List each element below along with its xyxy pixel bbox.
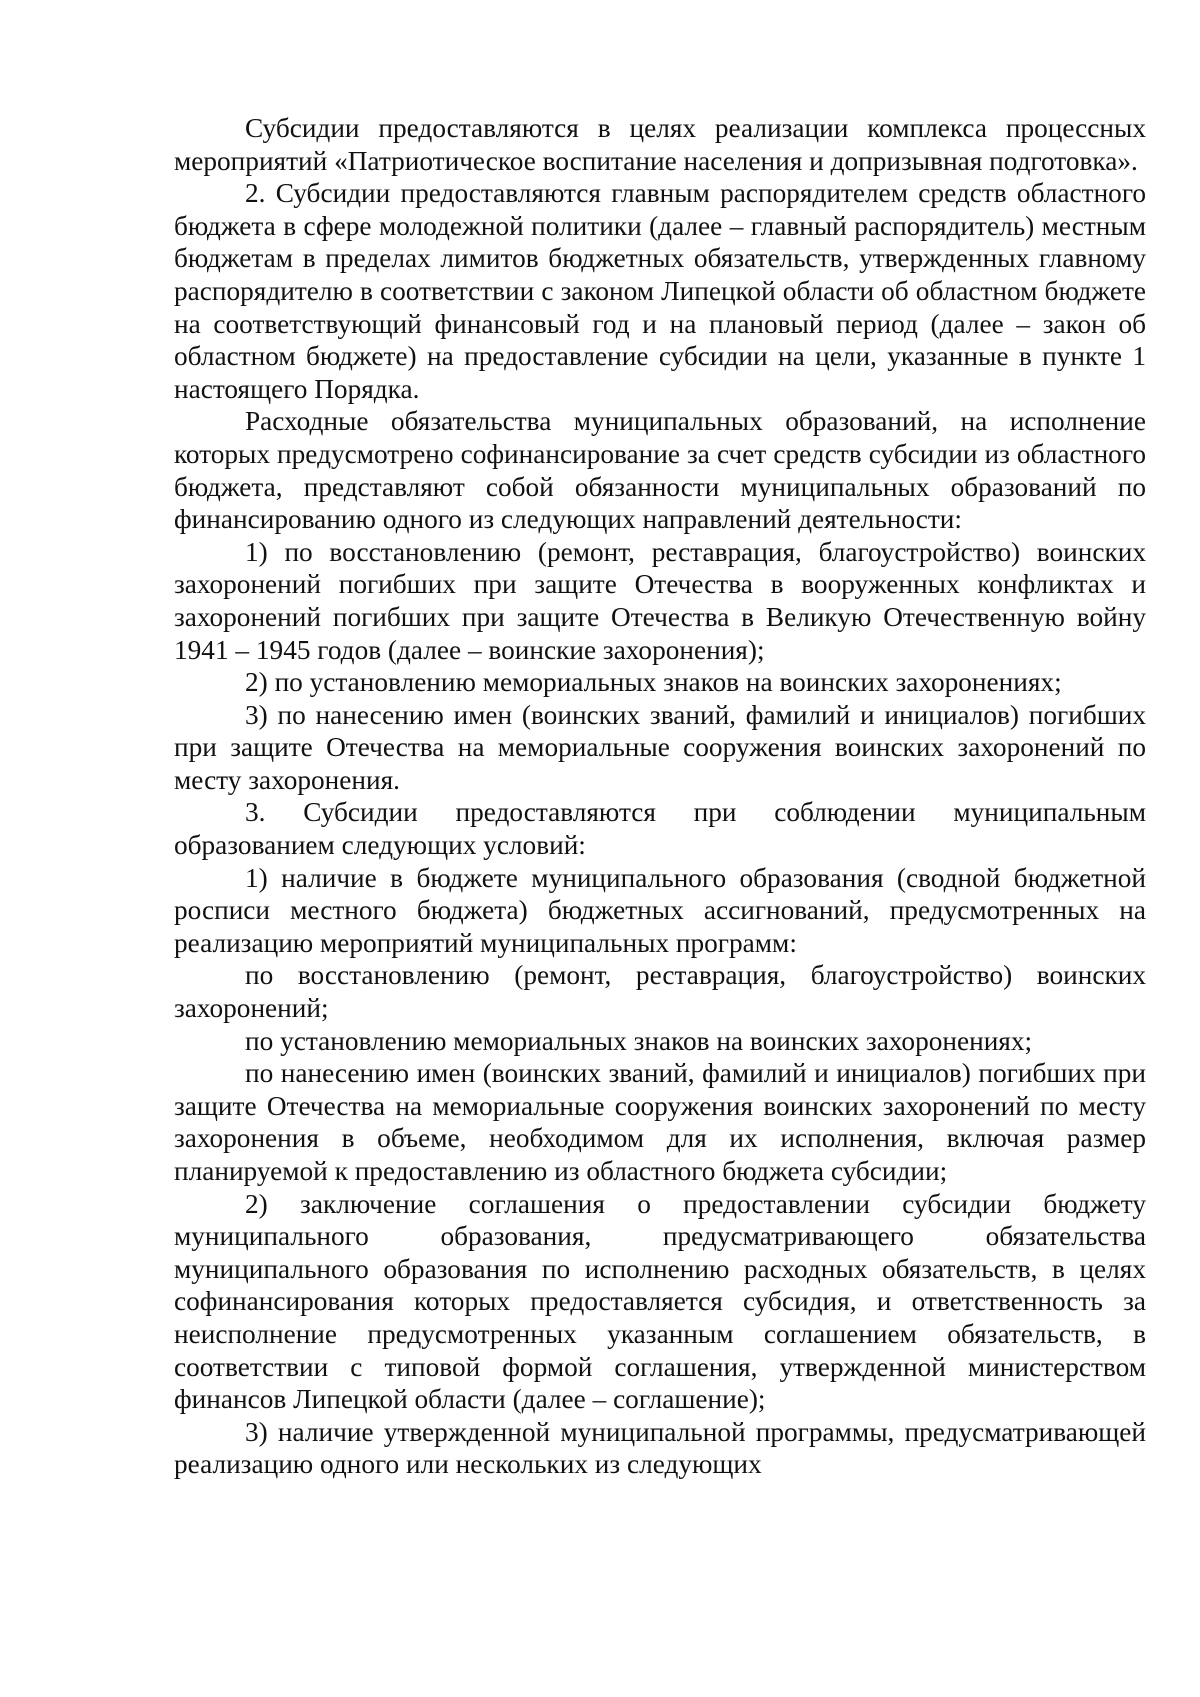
paragraph-direction-2: 2) по установлению мемориальных знаков на воинских захоронениях; <box>245 667 1062 698</box>
paragraph-direction-3: 3) по нанесению имен (воинских званий, фамилий и инициалов) погибших при защите Отечества на мемориальные сооружения воинских захоронений по месту захоронения. <box>174 699 1146 795</box>
paragraph-program-memorial-signs: по установлению мемориальных знаков на воинских захоронениях; <box>245 1025 1033 1056</box>
paragraph-expense-obligations: Расходные обязательства муниципальных образований, на исполнение которых предусмотрено софинансирование за счет средств субсидии из областного бюджета, представляют собой обязанности муниципальных образований по финансированию одного из следующих направлений деятельности: <box>174 406 1146 535</box>
paragraph-subsidy-purpose: Субсидии предоставляются в целях реализации комплекса процессных мероприятий «Патриотическое воспитание населения и допризывная подготовка». <box>174 113 1146 176</box>
paragraph-program-restoration: по восстановлению (ремонт, реставрация, благоустройство) воинских захоронений; <box>174 960 1146 1024</box>
paragraph-condition-1: 1) наличие в бюджете муниципального образования (сводной бюджетной росписи местного бюджета) бюджетных ассигнований, предусмотренных на реализацию мероприятий муниципальных программ: <box>174 862 1146 958</box>
paragraph-condition-3: 3) наличие утвержденной муниципальной программы, предусматривающей реализацию одного или нескольких из следующих <box>174 1416 1146 1480</box>
paragraph-direction-1: 1) по восстановлению (ремонт, реставрация, благоустройство) воинских захоронений погибших при защите Отечества в вооруженных конфликтах и захоронений погибших при защите Отечества в Великую Отечественную войну 1941 – 1945 годов (далее – воинские захоронения); <box>174 536 1146 665</box>
paragraph-condition-2: 2) заключение соглашения о предоставлении субсидии бюджету муниципального образования, предусматривающего обязательства муниципального образования по исполнению расходных обязательств, в целях софинансирования которых предоставляется субсидия, и ответственность за неисполнение предусмотренных указанным соглашением обязательств, в соответствии с типовой формой соглашения, утвержденной министерством финансов Липецкой области (далее – соглашение); <box>174 1188 1146 1415</box>
paragraph-item-3: 3. Субсидии предоставляются при соблюдении муниципальным образованием следующих условий: <box>174 797 1146 861</box>
paragraph-item-2: 2. Субсидии предоставляются главным распорядителем средств областного бюджета в сфере молодежной политики (далее – главный распорядитель) местным бюджетам в пределах лимитов бюджетных обязательств, утвержденных главному распорядителю в соответствии с законом Липецкой области об областном бюджете на соответствующий финансовый год и на плановый период (далее – закон об областном бюджете) на предоставление субсидии на цели, указанные в пункте 1 настоящего Порядка. <box>174 178 1146 404</box>
paragraph-program-names: по нанесению имен (воинских званий, фамилий и инициалов) погибших при защите Отечества на мемориальные сооружения воинских захоронений по месту захоронения в объеме, необходимом для их исполнения, включая размер планируемой к предоставлению из областного бюджета субсидии; <box>174 1058 1146 1186</box>
document-page <box>174 112 1146 1481</box>
